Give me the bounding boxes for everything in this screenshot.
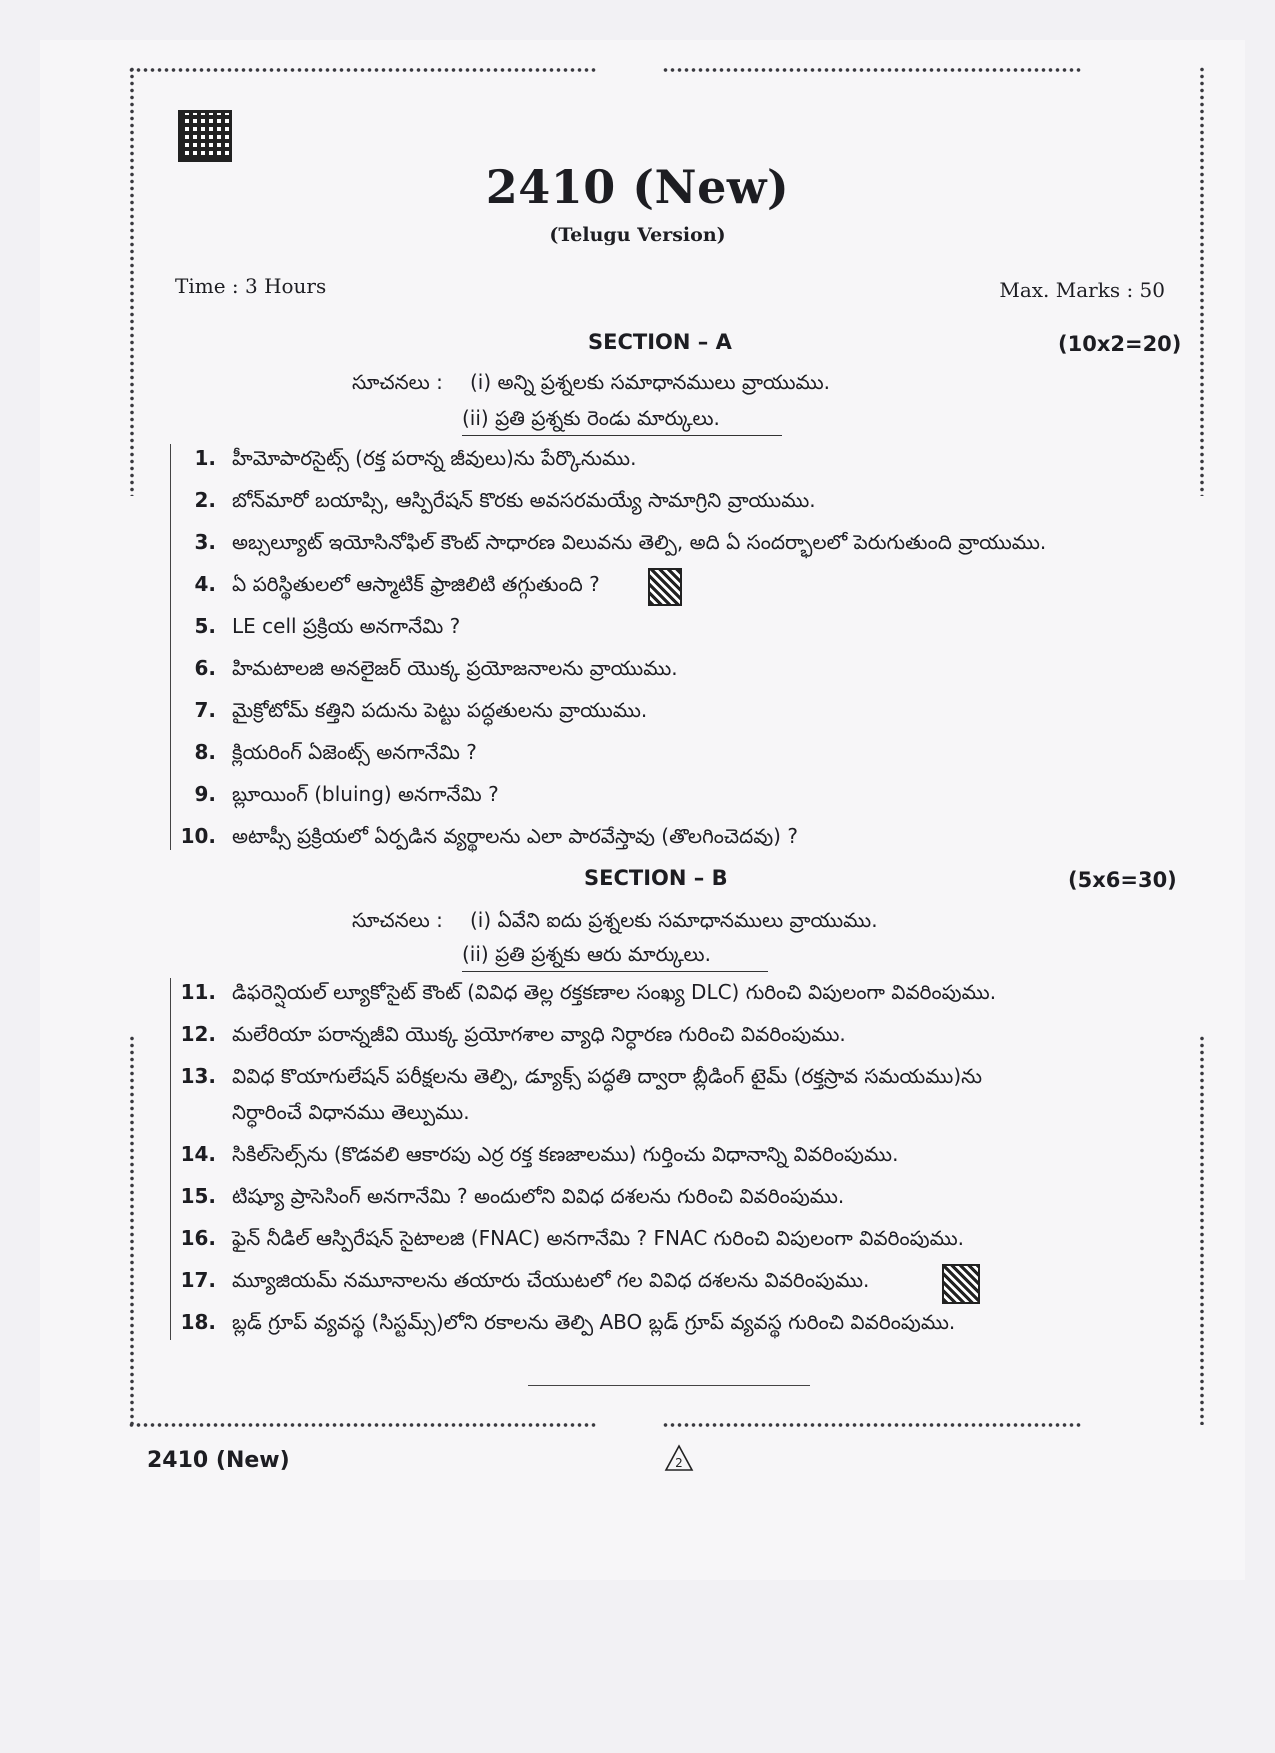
section-a-instructions-label: సూచనలు : [352,370,443,394]
qr-code-small-icon [942,1264,980,1304]
question-row: 12. మలేరియా పరాన్నజీవి యొక్క ప్రయోగశాల వ్యాధి నిర్ధారణ గురించి వివరింపుము. [180,1022,846,1046]
question-text: హీమోపారసైట్స్ (రక్త పరాన్న జీవులు)ను పేర్కొనుము. [232,446,637,470]
question-text: డిఫరెన్షియల్ ల్యూకోసైట్ కౌంట్ (వివిధ తెల్ల రక్తకణాల సంఖ్య DLC) గురించి విపులంగా వివరింపుము. [232,980,997,1004]
time-allowed: Time : 3 Hours [175,274,327,298]
question-row: 10. అటాప్సీ ప్రక్రియలో ఏర్పడిన వ్యర్థాలను ఎలా పారవేస్తావు (తొలగించెదవు) ? [180,824,798,848]
question-row: 16. ఫైన్ నీడిల్ ఆస్పిరేషన్ సైటాలజి (FNAC) అనగానేమి ? FNAC గురించి విపులంగా వివరింపుము. [180,1226,965,1250]
page-number: 2 [675,1456,683,1470]
footer-paper-code: 2410 (New) [147,1448,290,1473]
max-marks: Max. Marks : 50 [999,278,1165,302]
question-row: 11. డిఫరెన్షియల్ ల్యూకోసైట్ కౌంట్ (వివిధ తెల్ల రక్తకణాల సంఖ్య DLC) గురించి విపులంగా వివరింపుము. [180,980,997,1004]
question-text: ఏ పరిస్థితులలో ఆస్మాటిక్ ఫ్రాజిలిటి తగ్గుతుంది ? [232,572,600,596]
question-text: హిమటాలజి అనలైజర్ యొక్క ప్రయోజనాలను వ్రాయుము. [232,656,678,680]
question-text: ఫైన్ నీడిల్ ఆస్పిరేషన్ సైటాలజి (FNAC) అనగానేమి ? FNAC గురించి విపులంగా వివరింపుము. [232,1226,965,1250]
section-a-instruction-2: (ii) ప్రతి ప్రశ్నకు రెండు మార్కులు. [462,406,720,430]
question-text-continued: నిర్ధారించే విధానము తెల్పుము. [232,1100,470,1124]
question-text: సికిల్‌సెల్స్‌ను (కొడవలి ఆకారపు ఎర్ర రక్త కణజాలము) గుర్తించు విధానాన్ని వివరింపుము. [232,1142,899,1166]
frame-top-right [662,66,1082,74]
question-row: 13. వివిధ కొయాగులేషన్ పరీక్షలను తెల్పి, డ్యూక్స్ పద్ధతి ద్వారా బ్లీడింగ్ టైమ్ (రక్తస్రావ సమయము)ను [180,1064,983,1088]
frame-left-top [128,66,136,496]
question-text: మైక్రోటోమ్ కత్తిని పదును పెట్టు పద్ధతులను వ్రాయుము. [232,698,648,722]
question-row: 2. బోన్‌మారో బయాప్సి, ఆస్పిరేషన్ కొరకు అవసరమయ్యే సామాగ్రిని వ్రాయుము. [194,488,816,512]
question-row: 3. అబ్సల్యూట్ ఇయోసినోఫిల్ కౌంట్ సాధారణ విలువను తెల్పి, అది ఏ సందర్భాలలో పెరుగుతుంది వ్రాయుము. [194,530,1047,554]
section-b-instruction-1: (i) ఏవేని ఐదు ప్రశ్నలకు సమాధానములు వ్రాయుము. [470,908,878,932]
section-b-marks: (5x6=30) [1068,868,1177,892]
question-row: 18. బ్లడ్ గ్రూప్ వ్యవస్థ (సిస్టమ్స్)లోని రకాలను తెల్పి ABO బ్లడ్ గ్రూప్ వ్యవస్థ గురించి వివరింపుము. [180,1310,956,1334]
section-b-instructions-label: సూచనలు : [352,908,443,932]
question-text: టిష్యూ ప్రాసెసింగ్ అనగానేమి ? అందులోని వివిధ దశలను గురించి వివరింపుము. [232,1184,845,1208]
question-row: 14. సికిల్‌సెల్స్‌ను (కొడవలి ఆకారపు ఎర్ర రక్త కణజాలము) గుర్తించు విధానాన్ని వివరింపుము. [180,1142,899,1166]
question-row: 7. మైక్రోటోమ్ కత్తిని పదును పెట్టు పద్ధతులను వ్రాయుము. [194,698,648,722]
section-b-title: SECTION – B [584,866,728,890]
question-row: 8. క్లియరింగ్ ఏజెంట్స్ అనగానేమి ? [194,740,477,764]
paper-code-title: 2410 (New) [485,160,790,214]
qr-code-small-icon [648,568,682,606]
question-text: వివిధ కొయాగులేషన్ పరీక్షలను తెల్పి, డ్యూక్స్ పద్ధతి ద్వారా బ్లీడింగ్ టైమ్ (రక్తస్రావ సమయము)ను [232,1064,983,1088]
question-row: 6. హిమటాలజి అనలైజర్ యొక్క ప్రయోజనాలను వ్రాయుము. [194,656,678,680]
qr-code-icon [178,110,232,162]
question-row: 5. LE cell ప్రక్రియ అనగానేమి ? [194,614,461,638]
question-text: అబ్సల్యూట్ ఇయోసినోఫిల్ కౌంట్ సాధారణ విలువను తెల్పి, అది ఏ సందర్భాలలో పెరుగుతుంది వ్రాయుము. [232,530,1047,554]
frame-top-left [128,66,598,74]
section-a-instruction-1: (i) అన్ని ప్రశ్నలకు సమాధానములు వ్రాయుము. [470,370,830,394]
section-b-underline [462,971,768,972]
frame-right-top [1198,66,1206,496]
section-a-title: SECTION – A [588,330,732,354]
question-text: బోన్‌మారో బయాప్సి, ఆస్పిరేషన్ కొరకు అవసరమయ్యే సామాగ్రిని వ్రాయుము. [232,488,816,512]
frame-left-bottom [128,1035,136,1425]
question-row: 15. టిష్యూ ప్రాసెసింగ్ అనగానేమి ? అందులోని వివిధ దశలను గురించి వివరింపుము. [180,1184,845,1208]
question-text: LE cell ప్రక్రియ అనగానేమి ? [232,614,461,638]
question-text: అటాప్సీ ప్రక్రియలో ఏర్పడిన వ్యర్థాలను ఎలా పారవేస్తావు (తొలగించెదవు) ? [232,824,798,848]
section-a-underline [462,435,782,436]
end-of-paper-line [528,1385,810,1386]
frame-bottom-left [128,1421,598,1429]
question-row: 9. బ్లూయింగ్ (bluing) అనగానేమి ? [194,782,499,806]
section-b-instruction-2: (ii) ప్రతి ప్రశ్నకు ఆరు మార్కులు. [462,942,711,966]
frame-bottom-right [662,1421,1082,1429]
question-row: 17. మ్యూజియమ్ నమూనాలను తయారు చేయుటలో గల వివిధ దశలను వివరింపుము. [180,1268,870,1292]
question-text: మలేరియా పరాన్నజీవి యొక్క ప్రయోగశాల వ్యాధి నిర్ధారణ గురించి వివరింపుము. [232,1022,846,1046]
question-text: బ్లూయింగ్ (bluing) అనగానేమి ? [232,782,499,806]
section-a-marks: (10x2=20) [1058,332,1182,356]
question-text: మ్యూజియమ్ నమూనాలను తయారు చేయుటలో గల వివిధ దశలను వివరింపుము. [232,1268,870,1292]
question-row: 1. హీమోపారసైట్స్ (రక్త పరాన్న జీవులు)ను పేర్కొనుము. [194,446,637,470]
frame-right-bottom [1198,1035,1206,1425]
paper-version: (Telugu Version) [549,224,726,246]
page-number-triangle-icon [664,1444,694,1472]
question-text: బ్లడ్ గ్రూప్ వ్యవస్థ (సిస్టమ్స్)లోని రకాలను తెల్పి ABO బ్లడ్ గ్రూప్ వ్యవస్థ గురించి వివరింపుము. [232,1310,956,1334]
question-row: 4. ఏ పరిస్థితులలో ఆస్మాటిక్ ఫ్రాజిలిటి తగ్గుతుంది ? [194,572,600,596]
question-text: క్లియరింగ్ ఏజెంట్స్ అనగానేమి ? [232,740,477,764]
